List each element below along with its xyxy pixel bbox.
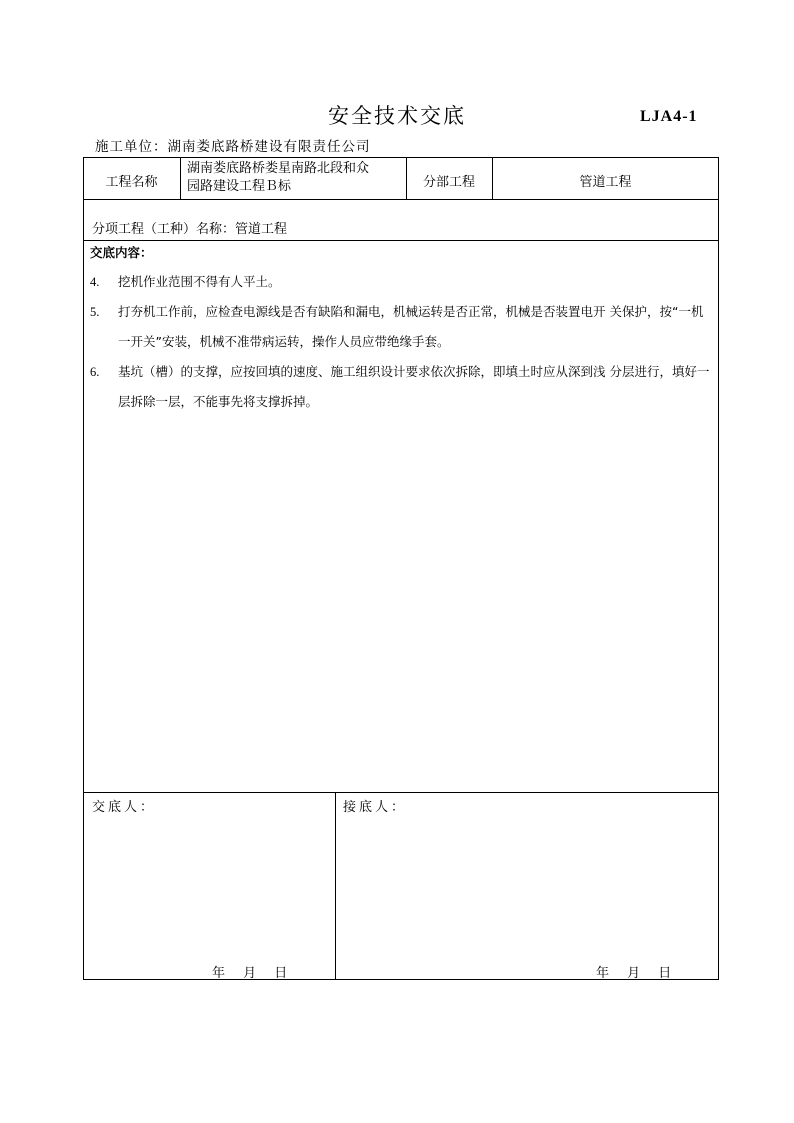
item-number: 5.: [90, 305, 100, 319]
item-text: 基坑（槽）的支撑，应按回填的速度、施工组织设计要求依次拆除，即填土时应从深到浅 分层进行，填好一层拆除一层，不能事先将支撑拆掉。: [118, 364, 710, 409]
construction-unit: 施工单位：湖南娄底路桥建设有限责任公司: [95, 139, 371, 155]
item-number: 4.: [90, 275, 100, 289]
item-name: 分项工程（工种）名称：管道工程: [92, 222, 288, 237]
disclosure-content: [90, 243, 715, 417]
item-text: 挖机作业范围不得有人平土。: [118, 274, 281, 289]
content-item: [90, 267, 715, 297]
content-heading: 交底内容：: [90, 245, 153, 260]
receiver-label: 接底人：: [343, 800, 408, 815]
col-divider: [180, 157, 181, 199]
row-divider: [83, 792, 719, 793]
row-divider: [83, 199, 719, 200]
project-name-label: 工程名称: [105, 175, 158, 190]
item-text: 打夯机工作前，应检查电源线是否有缺陷和漏电，机械运转是否正常，机械是否装置电开 关保护，按“一机一开关”安装，机械不准带病运转，操作人员应带绝缘手套。: [118, 304, 704, 349]
document-code: LJA4-1: [640, 108, 698, 125]
receiver-date: 年 月 日: [596, 966, 672, 981]
col-divider: [335, 792, 336, 980]
project-name-line2: 园路建设工程Ｂ标: [187, 179, 292, 194]
item-number: 6.: [90, 365, 100, 379]
giver-label: 交底人：: [92, 800, 157, 815]
row-divider: [83, 240, 719, 241]
document-title: 安全技术交底: [328, 104, 466, 128]
giver-date: 年 月 日: [212, 966, 288, 981]
sub-project-value: 管道工程: [579, 175, 632, 190]
sub-project-label: 分部工程: [422, 175, 475, 190]
content-item: [90, 357, 715, 417]
project-name-value: [187, 160, 405, 196]
project-name-line1: 湖南娄底路桥娄星南路北段和众: [187, 161, 370, 176]
content-item: [90, 297, 715, 357]
